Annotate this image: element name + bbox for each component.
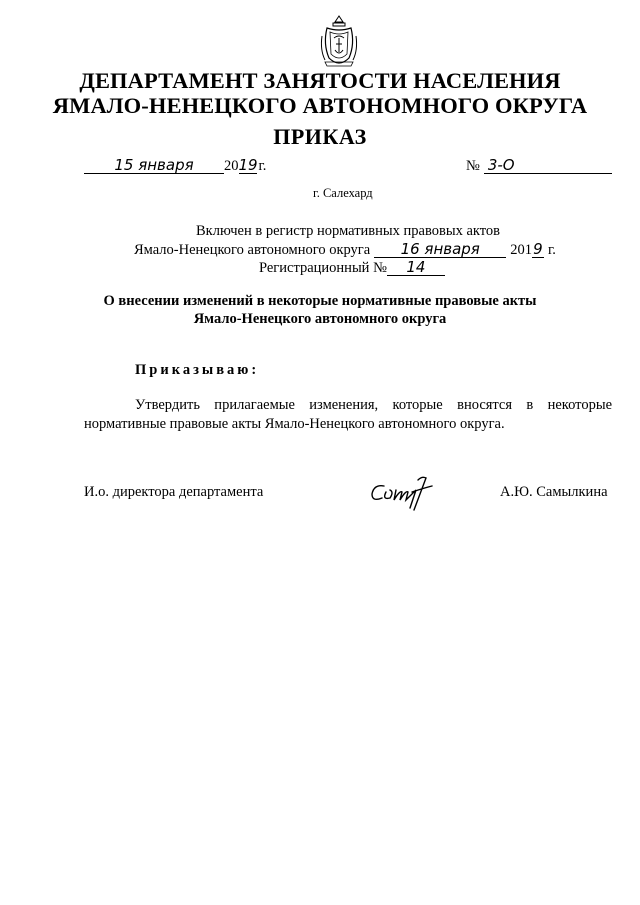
registry-line1: Включен в регистр нормативных правовых актов xyxy=(196,223,500,239)
order-number-line xyxy=(466,157,616,175)
subject-line2: Ямало-Ненецкого автономного округа xyxy=(193,311,447,327)
registration-number-handwritten: 14 xyxy=(387,259,445,276)
order-word: Приказываю: xyxy=(135,362,260,378)
order-year-prefix: 20 xyxy=(224,158,239,174)
order-number-handwritten: 3-О xyxy=(484,157,612,174)
registry-year-handwritten: 9 xyxy=(533,240,543,258)
document-type-heading: ПРИКАЗ xyxy=(273,124,367,149)
registry-region-label: Ямало-Ненецкого автономного округа xyxy=(134,242,371,258)
subject-line1: О внесении изменений в некоторые нормативные правовые акты xyxy=(103,293,537,309)
registry-line2 xyxy=(134,241,594,259)
order-date-handwritten: 15 января xyxy=(84,157,224,174)
signatory-position: И.о. директора департамента xyxy=(84,484,264,500)
order-year-unit: г. xyxy=(258,158,267,174)
order-year-handwritten: 19 xyxy=(238,156,258,174)
registration-number-line xyxy=(259,259,479,277)
registry-date-handwritten: 16 января xyxy=(374,241,506,258)
signatory-name: А.Ю. Самылкина xyxy=(500,484,608,500)
coat-of-arms-emblem xyxy=(319,14,359,72)
department-title-line1: ДЕПАРТАМЕНТ ЗАНЯТОСТИ НАСЕЛЕНИЯ xyxy=(79,68,561,93)
registration-number-label: Регистрационный № xyxy=(259,260,387,276)
city-label: г. Салехард xyxy=(313,186,373,200)
registry-year-prefix: 201 xyxy=(510,242,532,258)
handwritten-signature xyxy=(366,470,446,512)
registry-year-unit: г. xyxy=(547,242,556,258)
department-title-line2: ЯМАЛО-НЕНЕЦКОГО АВТОНОМНОГО ОКРУГА xyxy=(52,93,588,118)
order-paragraph: Утвердить прилагаемые изменения, которые вносятся в некоторые нормативные правовые акты Ямало-Ненецкого автономного округа. xyxy=(84,397,612,432)
date-line xyxy=(84,157,284,175)
number-sign: № xyxy=(466,158,480,174)
